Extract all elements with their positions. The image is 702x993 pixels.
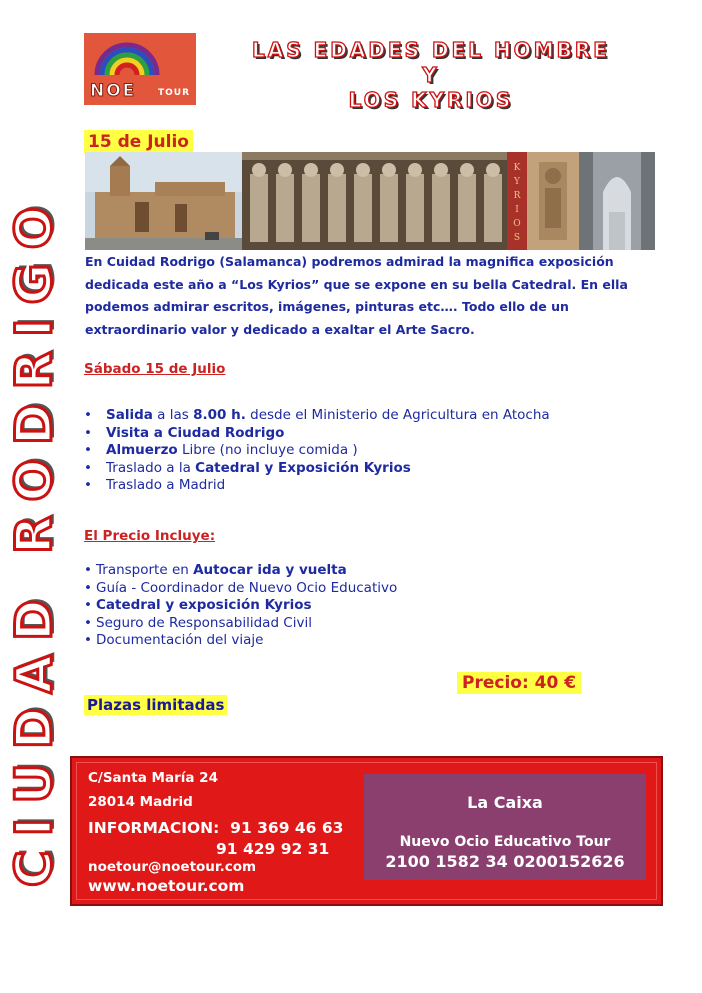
price-label: Precio: 40 € <box>457 672 581 694</box>
account-holder: Nuevo Ocio Educativo Tour <box>399 834 611 850</box>
rainbow-icon <box>92 39 162 79</box>
svg-text:K: K <box>513 163 521 173</box>
noe-tour-logo <box>84 33 196 105</box>
info-line <box>88 819 343 837</box>
title-line-2: Y <box>422 63 440 87</box>
date-label: 15 de Julio <box>84 130 193 154</box>
statues-portico-photo <box>242 152 507 250</box>
logo-brand: NOE <box>90 81 137 101</box>
street-address: C/Santa María 24 <box>88 770 218 786</box>
list-item: • Documentación del viaje <box>84 632 264 648</box>
logo-sub: TOUR <box>158 88 191 98</box>
list-item: • Guía - Coordinador de Nuevo Ocio Educativo <box>84 579 398 596</box>
phone-2: 91 429 92 31 <box>216 840 330 858</box>
title-line-3: LOS KYRIOS <box>348 88 514 112</box>
contact-footer <box>70 756 663 906</box>
intro-paragraph <box>85 251 660 341</box>
includes-heading: El Precio Incluye: <box>84 528 216 544</box>
account-number: 2100 1582 34 0200152626 <box>385 852 625 871</box>
list-item: • Traslado a la Catedral y Exposición Kyrios <box>84 459 411 476</box>
list-item: • Catedral y exposición Kyrios <box>84 597 312 613</box>
includes-list <box>84 562 397 650</box>
city-address: 28014 Madrid <box>88 794 193 810</box>
cathedral-exterior-photo <box>85 152 242 250</box>
svg-text:S: S <box>513 233 521 243</box>
title-line-1: LAS EDADES DEL HOMBRE <box>252 38 610 62</box>
list-item: • Visita a Ciudad Rodrigo <box>84 424 285 441</box>
list-item: • Traslado a Madrid <box>84 477 226 493</box>
intro-line: extraordinario valor y dedicado a exaltar el Arte Sacro. <box>85 321 475 337</box>
limited-places-label: Plazas limitadas <box>84 695 227 715</box>
svg-text:R: R <box>513 191 521 201</box>
list-item: • Transporte en Autocar ida y vuelta <box>84 562 347 578</box>
svg-text:I: I <box>515 205 519 215</box>
info-label: INFORMACION: <box>88 819 220 837</box>
stone-carving-photo <box>527 152 579 250</box>
intro-line: podemos admirar escritos, imágenes, pinturas etc…. Todo ello de un <box>85 299 569 314</box>
photo-strip <box>85 152 655 250</box>
intro-line: En Cuidad Rodrigo (Salamanca) podremos admirad la magnifica exposición <box>85 254 614 269</box>
email-link[interactable]: noetour@noetour.com <box>88 859 257 875</box>
list-item: • Seguro de Responsabilidad Civil <box>84 614 312 631</box>
list-item: • Salida a las 8.00 h. desde el Ministerio de Agricultura en Atocha <box>84 407 550 423</box>
website-link[interactable]: www.noetour.com <box>88 877 245 895</box>
saturday-heading: Sábado 15 de Julio <box>84 361 226 377</box>
saturday-list <box>84 407 550 495</box>
phone-1: 91 369 46 63 <box>230 819 344 837</box>
list-item: • Almuerzo Libre (no incluye comida ) <box>84 442 358 458</box>
kyrios-banner <box>507 152 527 250</box>
bank-name: La Caixa <box>467 793 543 812</box>
side-title-text: CIUDAD RODRIGO <box>5 192 64 888</box>
svg-text:Y: Y <box>514 177 520 187</box>
svg-text:O: O <box>513 219 521 229</box>
main-title <box>196 38 666 113</box>
bank-details-box <box>364 774 646 880</box>
side-title <box>5 150 64 930</box>
cathedral-interior-photo <box>579 152 655 250</box>
intro-line: dedicada este año a “Los Kyrios” que se expone en su bella Catedral. En ella <box>85 276 628 292</box>
